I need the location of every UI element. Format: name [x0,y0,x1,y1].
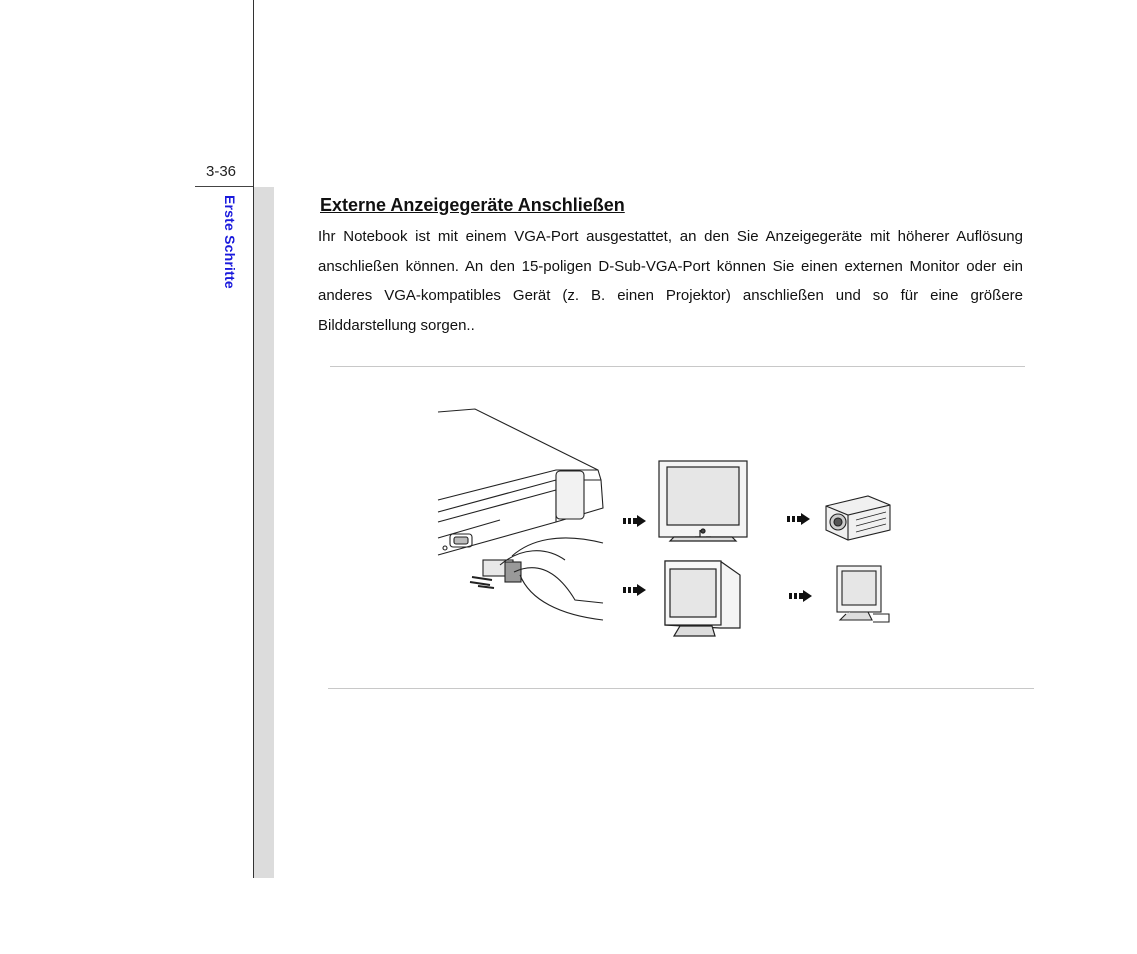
notebook-vga-port-icon [438,409,603,620]
arrow-icon [623,513,812,602]
figure-top-rule [330,366,1025,367]
sidebar-bar [254,187,274,878]
section-heading: Externe Anzeigegeräte Anschließen [320,195,625,215]
page-number-rule [195,186,253,187]
projector-icon [826,496,890,540]
lcd-monitor-icon [659,461,747,541]
figure-bottom-rule [328,688,1034,689]
small-lcd-monitor-icon [837,566,889,622]
page-number: 3-36 [206,163,237,180]
section-label: Erste Schritte [222,195,238,289]
body-paragraph: Ihr Notebook ist mit einem VGA-Port ausgestattet, an den Sie Anzeigegeräte mit höherer Auflösung anschließen können. An den 15-poligen D-Sub-VGA-Port können Sie einen externen Monitor oder ein anderes VGA-kompatibles Gerät (z. B. einen Projektor) anschließen und so für eine größere Bilddarstellung sorgen.. [318,228,1023,334]
crt-monitor-icon [665,561,740,636]
